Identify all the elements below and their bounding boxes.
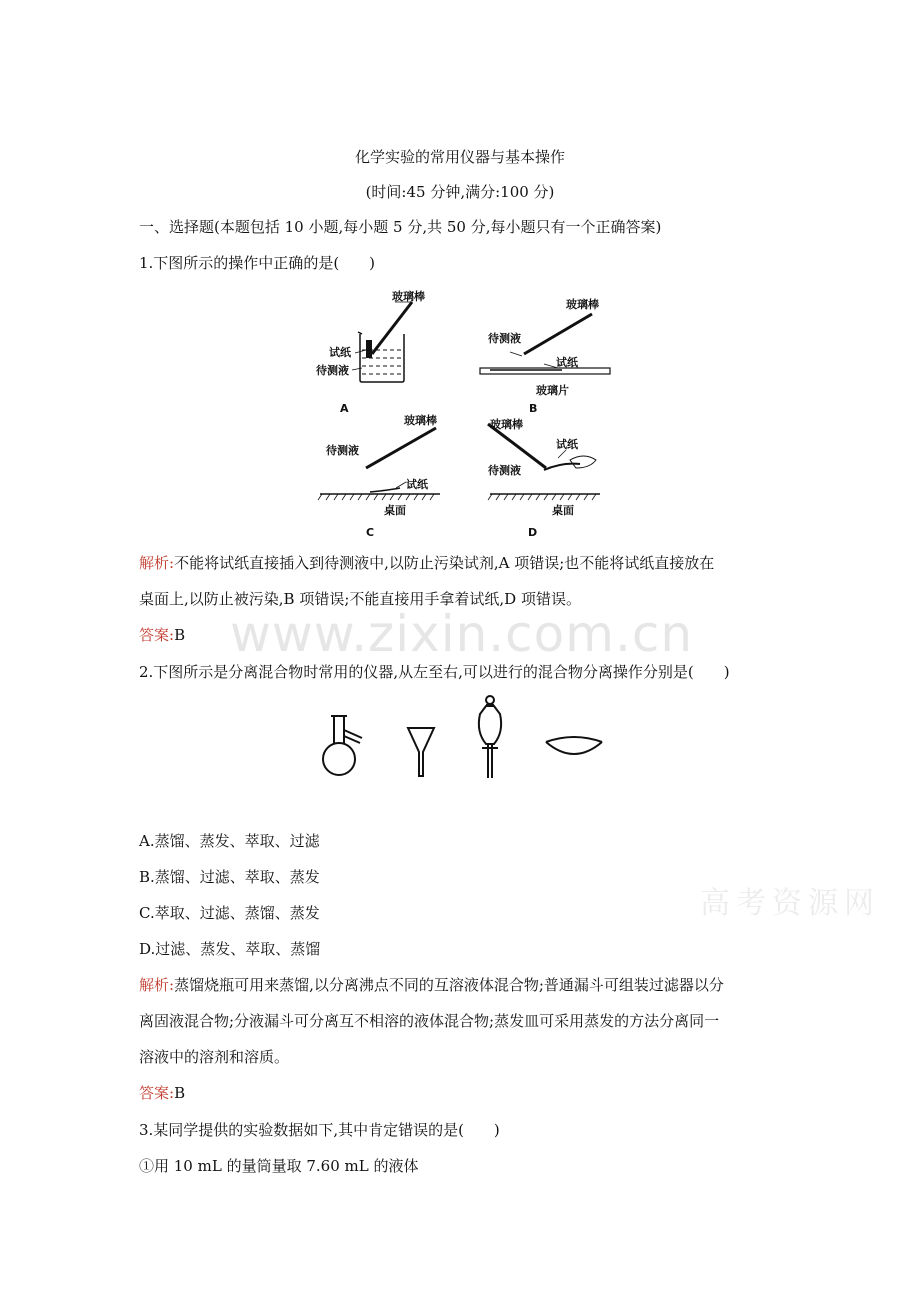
q1-answer-label: 答案: <box>139 626 175 644</box>
separatory-funnel-icon <box>479 696 501 778</box>
evaporating-dish-icon <box>546 737 602 754</box>
q1-analysis-label: 解析: <box>139 554 175 572</box>
q2-answer-value: B <box>174 1084 186 1102</box>
page-subtitle: (时间:45 分钟,满分:100 分) <box>365 183 555 201</box>
label-b-glass-slide: 玻璃片 <box>536 384 569 397</box>
q1-analysis-line1 <box>139 553 714 573</box>
q2-option-c: C.萃取、过滤、蒸馏、蒸发 <box>139 904 320 922</box>
distillation-flask-icon <box>323 716 362 775</box>
q2-answer <box>139 1083 185 1103</box>
label-d-desk: 桌面 <box>552 504 574 517</box>
section-heading: 一、选择题(本题包括 10 小题,每小题 5 分,共 50 分,每小题只有一个正确答案) <box>139 218 662 236</box>
label-b-test-paper: 试纸 <box>556 356 578 369</box>
funnel-icon <box>408 728 434 776</box>
q2-analysis-line3: 溶液中的溶剂和溶质。 <box>139 1048 290 1066</box>
panel-d-handheld <box>488 417 600 539</box>
label-d: D <box>528 526 538 539</box>
q2-figure <box>310 692 620 792</box>
label-c-glass-rod: 玻璃棒 <box>404 414 437 427</box>
q1-answer <box>139 625 185 645</box>
label-b-glass-rod: 玻璃棒 <box>566 298 599 311</box>
question-1-stem: 1.下图所示的操作中正确的是( ) <box>139 254 376 272</box>
label-a: A <box>340 402 349 415</box>
label-b-test-liquid: 待测液 <box>488 332 521 345</box>
q2-option-a: A.蒸馏、蒸发、萃取、过滤 <box>139 832 320 850</box>
label-c-desk: 桌面 <box>384 504 406 517</box>
q1-analysis-text1: 不能将试纸直接插入到待测液中,以防止污染试剂,A 项错误;也不能将试纸直接放在 <box>174 554 715 572</box>
q2-option-d: D.过滤、蒸发、萃取、蒸馏 <box>139 940 321 958</box>
label-a-test-liquid: 待测液 <box>316 364 349 377</box>
page-title: 化学实验的常用仪器与基本操作 <box>354 148 565 166</box>
watermark-secondary: 高考资源网 <box>700 886 880 921</box>
q2-analysis-text1: 蒸馏烧瓶可用来蒸馏,以分离沸点不同的互溶液体混合物;普通漏斗可组装过滤器以分 <box>174 976 724 994</box>
label-d-glass-rod: 玻璃棒 <box>490 418 523 431</box>
q1-answer-value: B <box>174 626 186 644</box>
q3-item-1: ①用 10 mL 的量筒量取 7.60 mL 的液体 <box>139 1157 419 1175</box>
label-c-test-liquid: 待测液 <box>326 444 359 457</box>
label-b: B <box>529 402 538 415</box>
q2-answer-label: 答案: <box>139 1084 175 1102</box>
question-3-stem: 3.某同学提供的实验数据如下,其中肯定错误的是( ) <box>139 1121 500 1139</box>
label-a-test-paper: 试纸 <box>329 346 351 359</box>
question-2-stem: 2.下图所示是分离混合物时常用的仪器,从左至右,可以进行的混合物分离操作分别是( ) <box>139 663 730 681</box>
label-d-test-liquid: 待测液 <box>488 464 521 477</box>
label-d-test-paper: 试纸 <box>556 438 578 451</box>
label-a-glass-rod: 玻璃棒 <box>392 290 425 303</box>
panel-a-beaker <box>316 289 425 415</box>
q2-analysis-line2: 离固液混合物;分液漏斗可分离互不相溶的液体混合物;蒸发皿可采用蒸发的方法分离同一 <box>139 1012 720 1030</box>
label-c-test-paper: 试纸 <box>406 478 428 491</box>
q2-analysis-line1 <box>139 975 724 995</box>
q1-figure <box>300 282 620 542</box>
panel-b-slide <box>480 297 610 415</box>
panel-c-desk <box>318 413 440 539</box>
watermark: www.zixin.com.cn <box>230 605 694 663</box>
label-c: C <box>366 526 375 539</box>
q2-option-b: B.蒸馏、过滤、萃取、蒸发 <box>139 868 320 886</box>
q1-analysis-line2: 桌面上,以防止被污染,B 项错误;不能直接用手拿着试纸,D 项错误。 <box>139 590 581 608</box>
q2-analysis-label: 解析: <box>139 976 175 994</box>
